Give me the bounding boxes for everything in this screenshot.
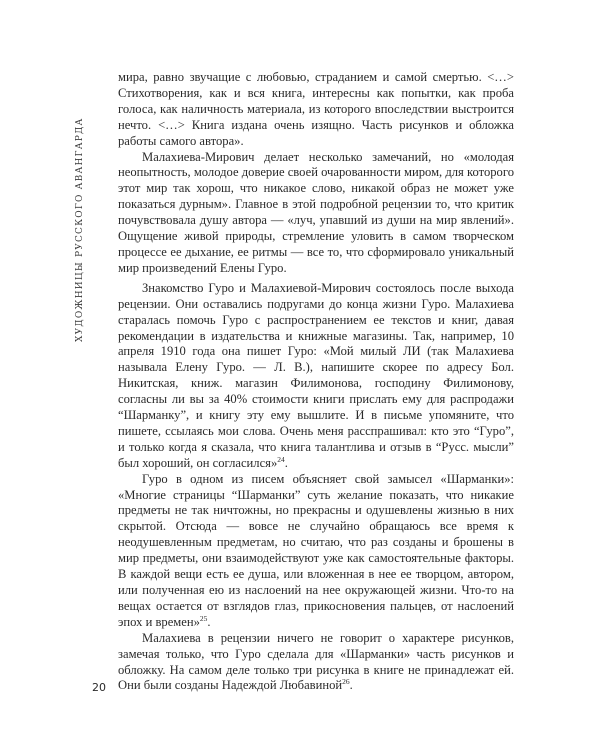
paragraph-2-text: Малахиева-Мирович делает несколько замечаний, но «молодая неопытность, молодое доверие своей очарованности миром, для которого этот мир так хорош, что никакое слово, никакой образ не может уже показаться дурным». Главное в этой подробной рецензии то, что критик почувствовала душу автора — «луч, упавший из души на мир явлений». Ощущение живой природы, стремление уловить в самом творческом процессе ее дыхание, ее ритмы — все то, что сформировало уникальный мир произведений Елены Гуро. xyxy=(118,149,514,275)
page-number: 20 xyxy=(92,681,106,694)
footnote-ref-24: 24 xyxy=(277,454,285,464)
paragraph-2 xyxy=(118,150,514,277)
paragraph-4: Гуро в одном из писем объясняет свой замысел «Шарманки»: «Многие страницы “Шарманки” суть желание показать, что никакие предметы не так ничтожны, но прекрасны и одушевлены жизнью в них скрытой. Отсюда — вовсе не случайно обращаюсь все время к неодушевленным предметам, но считаю, что раз созданы и брошены в мир предметы, они взаимодействуют уже как самостоятельные факторы. В каждой вещи есть ее душа, или вложенная в нее ее творцом, автором, или полученная ею из наслоений на нее окружающей жизни. Что-то на вещах остается от взглядов глаз, прикосновения пальцев, от наслоений эпох и времен»$^{25}$. xyxy=(118,471,514,629)
footnote-ref-25: 25 xyxy=(199,613,208,623)
paragraph-3: Знакомство Гуро и Малахиевой-Мирович состоялось после выхода рецензии. Они оставались подругами до конца жизни Гуро. Малахиева старалась помочь Гуро с распространением ее текстов и книг, давая рекомендации в издательства и книжные магазины. Так, например, 10 апреля 1910 года она пишет Гуро: «Мой милый ЛИ (так Малахиева называла Елену Гуро. — Л. В.), напишите скорее по адресу Бол. Никитская, книж. магазин Филимонова, господину Филимонову, согласны ли вы за 40% стоимости книги прислать ему для распродажи “Шарманку”, и книгу эту ему вышлите. И в письме упомяните, что пишете, ссылаясь мои слова. Очень меня расспрашивал: кто это “Гуро”, и только когда я сказала, что книга талантлива и отзыв в “Русс. мысли” был хороший, он согласился»$^{24}$. xyxy=(118,280,514,470)
running-head: ХУДОЖНИЦЫ РУССКОГО АВАНГАРДА xyxy=(75,117,85,343)
footnote-ref-26: 26 xyxy=(342,677,350,687)
paragraph-1 xyxy=(118,70,514,150)
paragraph-4-text: Гуро в одном из писем объясняет свой замысел «Шарманки»: «Многие страницы “Шарманки” суть желание показать, что никакие предметы не так ничтожны, но прекрасны и одушевлены жизнью в них скрытой. Отсюда — вовсе не случайно обращаюсь все время к неодушевленным предметам, но считаю, что раз созданы и брошены в мир предметы, они взаимодействуют уже как самостоятельные факторы. В каждой вещи есть ее душа, или вложенная в нее ее творцом, автором, или полученная ею из наслоений на нее окружающей жизни. Что-то на вещах остается от взглядов глаз, прикосновения пальцев, от наслоений эпох и времен» xyxy=(118,471,514,629)
paragraph-5: Малахиева в рецензии ничего не говорит о характере рисунков, замечая только, что Гуро сделала для «Шарманки» часть рисунков и обложку. На самом деле только три рисунка в книге не принадлежат ей. Они были созданы Надеждой Любавиной$^{26}$. xyxy=(118,630,514,693)
paragraph-5-text: Малахиева в рецензии ничего не говорит о характере рисунков, замечая только, что Гуро сделала для «Шарманки» часть рисунков и обложку. На самом деле только три рисунка в книге не принадлежат ей. Они были созданы Надеждой Любавиной xyxy=(118,630,514,693)
body-text xyxy=(118,70,514,694)
paragraph-1-text: мира, равно звучащие с любовью, страданием и самой смертью. <…> Стихотворения, как и вся книга, интересны как попытки, как проба голоса, как наличность материала, из которого впоследствии выстроится нечто. <…> Книга издана очень изящно. Часть рисунков и обложка работы самого автора». xyxy=(118,70,514,148)
paragraph-3-text: Знакомство Гуро и Малахиевой-Мирович состоялось после выхода рецензии. Они оставались подругами до конца жизни Гуро. Малахиева старалась помочь Гуро с распространением ее текстов и книг, давая рекомендации в издательства и книжные магазины. Так, например, 10 апреля 1910 года она пишет Гуро: «Мой милый ЛИ (так Малахиева называла Елену Гуро. — Л. В.), напишите скорее по адресу Бол. Никитская, книж. магазин Филимонова, господину Филимонову, согласны ли вы за 40% стоимости книги прислать ему для распродажи “Шарманку”, и книгу эту ему вышлите. И в письме упомяните, что пишете, ссылаясь мои слова. Очень меня расспрашивал: кто это “Гуро”, и только когда я сказала, что книга талантлива и отзыв в “Русс. мысли” был хороший, он согласился» xyxy=(118,280,514,470)
